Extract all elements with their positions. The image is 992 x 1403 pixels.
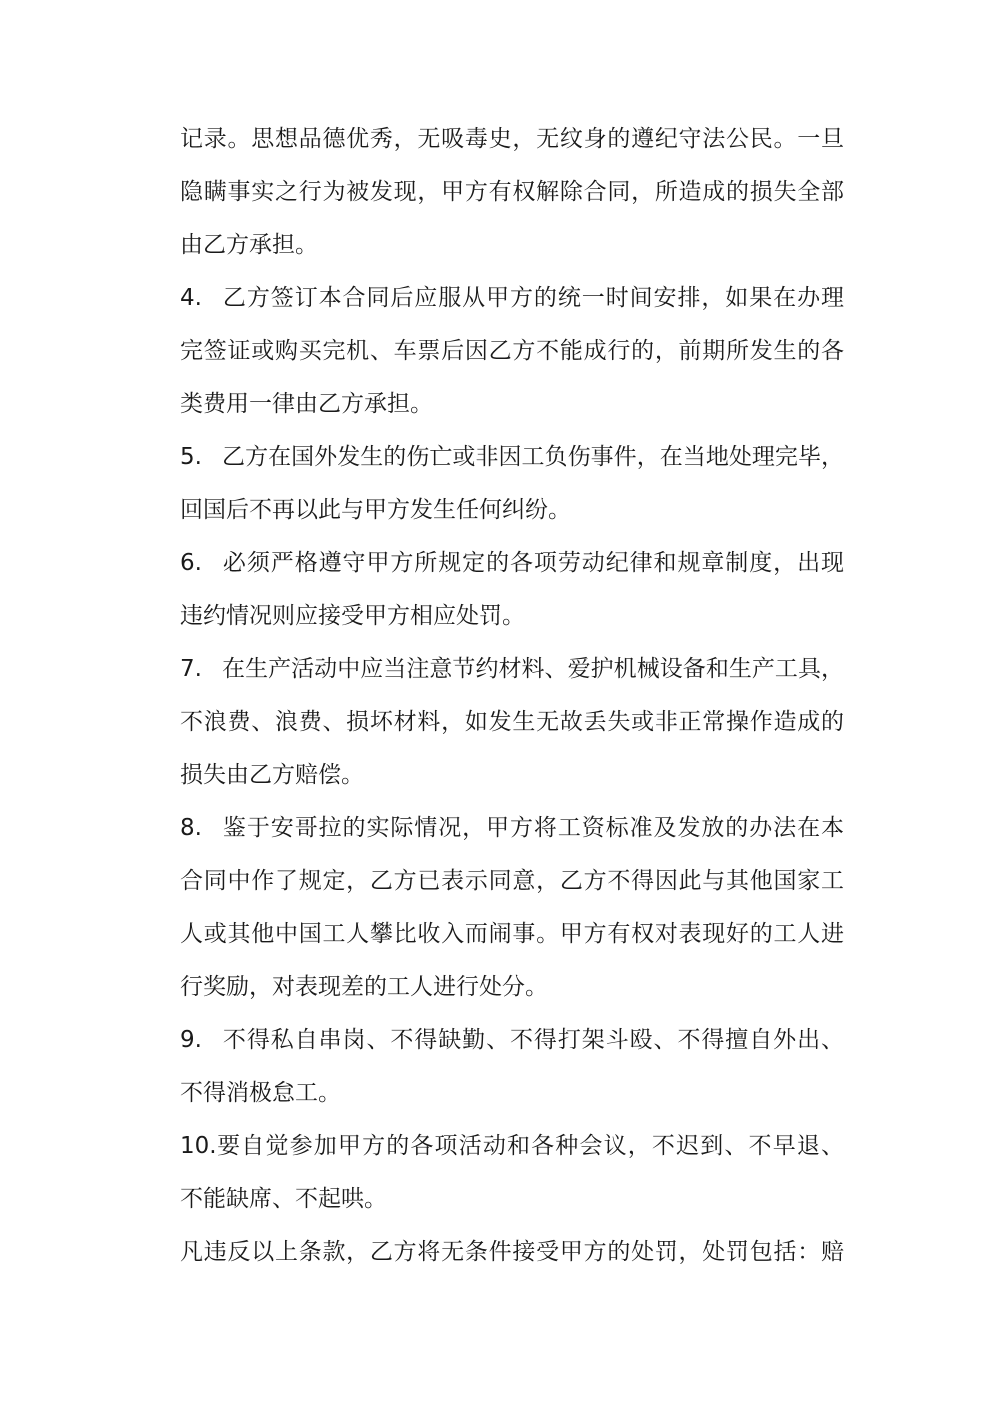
line-text: 隐瞒事实之行为被发现，甲方有权解除合同，所造成的损失全部 [180,179,844,205]
text-line [180,384,844,424]
line-text: 人或其他中国工人攀比收入而闹事。甲方有权对表现好的工人进 [180,921,844,947]
line-text: 不得消极怠工。 [180,1080,341,1106]
list-item-6 [180,543,844,583]
list-item-7 [180,649,844,689]
line-text: 损失由乙方赔偿。 [180,762,364,788]
line-text: 不得私自串岗、不得缺勤、不得打架斗殴、不得擅自外出、 [222,1027,844,1053]
list-number: 7. [180,656,202,682]
text-line [180,755,844,795]
line-text: 不能缺席、不起哄。 [180,1186,387,1212]
list-number: 6. [180,550,202,576]
line-text: 由乙方承担。 [180,232,318,258]
list-item-8 [180,808,844,848]
list-item-10 [180,1126,844,1166]
text-line [180,1073,844,1113]
line-text: 记录。思想品德优秀，无吸毒史，无纹身的遵纪守法公民。一旦 [180,126,844,152]
text-line [180,225,844,265]
text-line [180,1179,844,1219]
text-line [180,861,844,901]
list-item-4 [180,278,844,318]
text-line [180,331,844,371]
text-line [180,914,844,954]
list-number: 4. [180,285,202,311]
line-text: 在生产活动中应当注意节约材料、爱护机械设备和生产工具， [222,656,844,682]
line-text: 行奖励，对表现差的工人进行处分。 [180,974,548,1000]
list-number: 5. [180,444,202,470]
line-text: 要自觉参加甲方的各项活动和各种会议，不迟到、不早退、 [216,1133,844,1159]
line-text: 乙方在国外发生的伤亡或非因工负伤事件，在当地处理完毕， [222,444,844,470]
text-line [180,596,844,636]
line-text: 凡违反以上条款，乙方将无条件接受甲方的处罚，处罚包括：赔 [180,1239,844,1265]
line-text: 完签证或购买完机、车票后因乙方不能成行的，前期所发生的各 [180,338,844,364]
line-text: 回国后不再以此与甲方发生任何纠纷。 [180,497,571,523]
line-text: 鉴于安哥拉的实际情况，甲方将工资标准及发放的办法在本 [222,815,844,841]
line-text: 乙方签订本合同后应服从甲方的统一时间安排，如果在办理 [222,285,844,311]
line-text: 违约情况则应接受甲方相应处罚。 [180,603,525,629]
text-line [180,119,844,159]
list-number: 9. [180,1027,202,1053]
line-text: 不浪费、浪费、损坏材料，如发生无故丢失或非正常操作造成的 [180,709,844,735]
text-line [180,967,844,1007]
text-line [180,702,844,742]
text-line [180,1232,844,1272]
list-number: 10. [180,1133,217,1159]
line-text: 类费用一律由乙方承担。 [180,391,433,417]
text-line [180,490,844,530]
list-item-9 [180,1020,844,1060]
text-line [180,172,844,212]
list-item-5 [180,437,844,477]
line-text: 必须严格遵守甲方所规定的各项劳动纪律和规章制度，出现 [222,550,844,576]
list-number: 8. [180,815,202,841]
line-text: 合同中作了规定，乙方已表示同意，乙方不得因此与其他国家工 [180,868,844,894]
